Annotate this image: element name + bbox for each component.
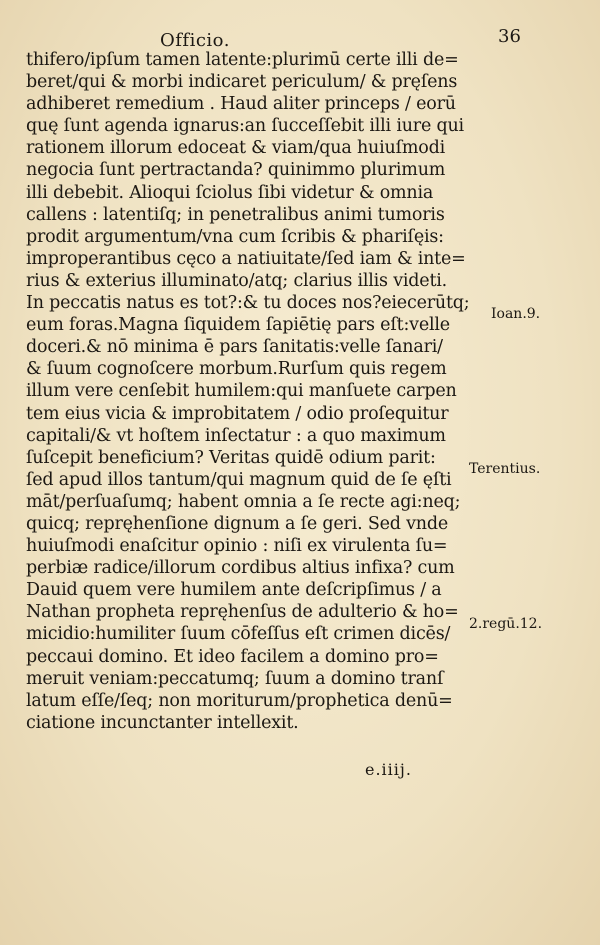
- page-number: 36: [498, 26, 521, 47]
- text-line: micidio:humiliter ſuum cōfeſſus eſt crimen dicēs/: [26, 624, 451, 645]
- text-line: illi debebit. Alioqui ſciolus ſibi videtur & omnia: [26, 182, 434, 203]
- text-line: peccaui domino. Et ideo facilem a domino pro=: [26, 646, 439, 667]
- text-line: improperantibus cęco a natiuitate/ſed iam & inte=: [26, 248, 466, 269]
- text-line: tem eius vicia & improbitatem / odio proſequitur: [26, 403, 449, 424]
- margin-note-terentius: Terentius.: [469, 461, 541, 477]
- text-line: thifero/ipſum tamen latente:plurimū certe illi de=: [26, 50, 459, 70]
- text-line: quę ſunt agenda ignarus:an ſucceſſebit illi iure qui: [26, 116, 464, 137]
- margin-note-2-regum: 2.regū.12.: [469, 616, 543, 632]
- text-line: capitali/& vt hoſtem inſectatur : a quo maximum: [26, 425, 446, 446]
- main-text-block: [26, 49, 470, 734]
- text-line: In peccatis natus es tot?:& tu doces nos?eiecerūtq;: [26, 293, 470, 314]
- running-head: Officio.: [160, 30, 230, 51]
- text-line: māt/perſuaſumq; habent omnia a ſe recte agi:neq;: [26, 491, 461, 512]
- text-line: meruit veniam:peccatumq; ſuum a domino tranſ: [26, 668, 444, 689]
- text-line: huiuſmodi enaſcitur opinio : niſi ex virulenta ſu=: [26, 536, 448, 557]
- text-line: beret/qui & morbi indicaret periculum/ & pręſens: [26, 72, 458, 93]
- signature-mark: e.iiij.: [365, 760, 412, 779]
- text-line: & ſuum cognoſcere morbum.Rurſum quis regem: [26, 359, 447, 380]
- text-line: illum vere cenſebit humilem:qui manſuete carpen: [26, 381, 457, 402]
- text-line: callens : latentiſq; in penetralibus animi tumoris: [26, 204, 445, 225]
- text-line: rationem illorum edoceat & viam/qua huiuſmodi: [26, 138, 445, 159]
- text-line: latum eſſe/ſeq; non moriturum/prophetica denū=: [26, 690, 453, 711]
- text-line: eum foras.Magna ſiquidem ſapiētię pars eſt:velle: [26, 315, 450, 336]
- text-line: ſuſcepit beneficium? Veritas quidē odium parit:: [26, 447, 436, 468]
- text-line: Nathan propheta repręhenſus de adulterio & ho=: [26, 602, 459, 623]
- margin-note-ioan: Ioan.9.: [491, 306, 541, 322]
- text-line: negocia ſunt pertractanda? quinimmo plurimum: [26, 160, 446, 181]
- text-line: prodit argumentum/vna cum ſcribis & phariſęis:: [26, 226, 444, 247]
- text-line: quicq; repręhenſione dignum a ſe geri. Sed vnde: [26, 513, 449, 534]
- text-line: adhiberet remedium . Haud aliter princeps / eorū: [26, 94, 456, 115]
- text-line: perbiæ radice/illorum cordibus altius infixa? cum: [26, 558, 455, 579]
- text-line: ciatione incunctanter intellexit.: [26, 712, 299, 733]
- text-line: doceri.& nō minima ē pars ſanitatis:velle ſanari/: [26, 337, 443, 358]
- text-line: Dauid quem vere humilem ante deſcripſimus / a: [26, 580, 442, 601]
- text-line: rius & exterius illuminato/atq; clarius illis videti.: [26, 270, 448, 291]
- text-line: ſed apud illos tantum/qui magnum quid de ſe ęſti: [26, 469, 452, 490]
